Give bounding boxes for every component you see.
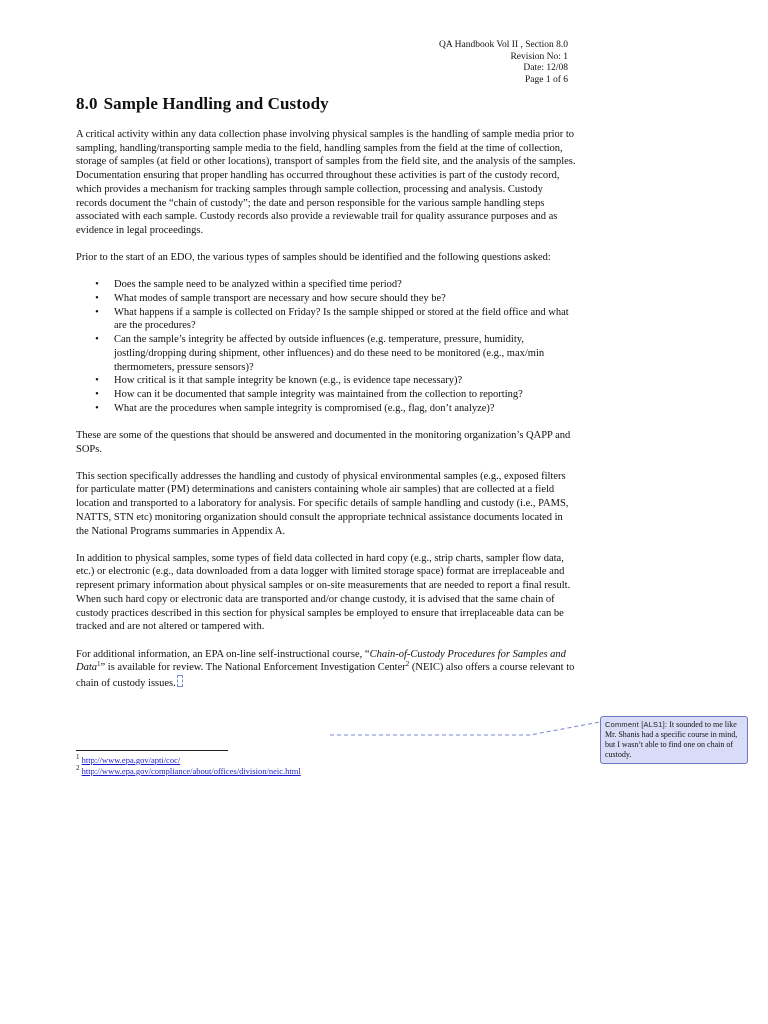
footnote-separator: [76, 750, 228, 751]
comment-text: It sounded to me like Mr. Shanis had a specific course in mind, but I wasn’t able to find one on chain of custody.: [605, 720, 738, 759]
bullet-icon: •: [95, 388, 99, 400]
section-title-text: Sample Handling and Custody: [103, 94, 329, 113]
footnote-link-1[interactable]: http://www.epa.gov/apti/coc/: [81, 755, 181, 765]
header-page-number: Page 1 of 6: [524, 74, 568, 85]
bullet-icon: •: [95, 334, 99, 346]
section-number: 8.0: [76, 94, 98, 113]
bullet-icon: •: [95, 375, 99, 387]
bullet-icon: •: [95, 279, 99, 291]
comment-connector: [330, 718, 605, 738]
bullet-icon: •: [95, 293, 99, 305]
section-title: [76, 94, 329, 114]
footnote-ref-2[interactable]: 2: [405, 660, 410, 669]
header-date: Date: 12/08: [523, 63, 568, 73]
list-item: • Does the sample need to be analyzed within a specified time period?: [114, 278, 576, 292]
footnotes: [76, 755, 301, 777]
document-body: [76, 128, 576, 704]
footnote-ref-1[interactable]: 1: [97, 660, 101, 669]
bullet-icon: •: [95, 306, 99, 318]
footnote-2: $^2$ http://www.epa.gov/compliance/about/offices/division/neic.html: [76, 764, 301, 776]
question-list: [76, 278, 576, 415]
comment-anchor[interactable]: [177, 675, 183, 687]
list-item: • How critical is it that sample integrity be known (e.g., is evidence tape necessary)?: [114, 374, 576, 388]
paragraph-intro: A critical activity within any data collection phase involving physical samples is the handling of sample media prior to sampling, handling/transporting sample media to the field, handling samples from the field at the time of collection, storage of samples (at field or other locations), transport of samples from the field site, and the analysis of the samples. Documentation ensuring that proper handling has occurred throughout these activities is part of the custody record, which provides a mechanism for tracking samples through sample collection, processing and analysis. Custody records document the “chain of custody”; the date and person responsible for the various sample handling steps associated with each sample. Custody records also provide a reviewable trail for quality assurance purposes and as evidence in legal proceedings.: [76, 129, 576, 236]
paragraph-field-data: In addition to physical samples, some types of field data collected in hard copy (e.g., strip charts, sampler flow data, etc.) or electronic (e.g., data downloaded from a data logger with limited storage space) format are irreplaceable and represent primary information about physical samples or on-site measurements that are needed to report a final result. When such hard copy or electronic data are transported and/or change custody, it is advised that the same chain of custody practices described in this section for physical samples be employed to ensure that irreplaceable data can be tracked and are not altered or tampered with.: [76, 552, 571, 633]
list-item: • What modes of sample transport are necessary and how secure should they be?: [114, 292, 576, 306]
comment-balloon[interactable]: [600, 716, 748, 764]
list-item: • How can it be documented that sample integrity was maintained from the collection to reporting?: [114, 388, 576, 402]
paragraph-additional-info: For additional information, an EPA on-line self-instructional course, “Chain-of-Custody Procedures for Samples and Data$^1$” is available for review. The National Enforcement Investigation Center$^2$ (NEIC) also offers a course relevant to chain of custody issues.: [76, 648, 575, 689]
paragraph-scope: This section specifically addresses the handling and custody of physical environmental samples (e.g., exposed filters for particulate matter (PM) determinations and canisters containing whole air samples) that are collected at a field location and transported to a laboratory for analysis. For specific details of sample handling and custody (i.e., PAMS, NATTS, STN etc) monitoring organization should consult the appropriate technical assistance documents located in the National Programs summaries in Appendix A.: [76, 470, 569, 537]
bullet-icon: •: [95, 402, 99, 414]
list-item: • What are the procedures when sample integrity is compromised (e.g., flag, don’t analyze)?: [114, 402, 576, 416]
footnote-link-2[interactable]: http://www.epa.gov/compliance/about/offices/division/neic.html: [81, 766, 301, 776]
page-header: [439, 40, 568, 86]
paragraph-questions-intro: Prior to the start of an EDO, the various types of samples should be identified and the following questions asked:: [76, 252, 551, 264]
footnote-1: $^1$ http://www.epa.gov/apti/coc/: [76, 753, 181, 765]
list-item: • Can the sample’s integrity be affected by outside influences (e.g. temperature, pressure, humidity, jostling/dropping during shipment, other influences) and do these need to be monitored (e.g., max/min thermometers, pressure sensors)?: [114, 333, 576, 374]
paragraph-qapp: These are some of the questions that should be answered and documented in the monitoring organization’s QAPP and SOPs.: [76, 429, 571, 455]
course-title: Chain-of-Custody Procedures for Samples and Data: [76, 648, 566, 674]
list-item: • What happens if a sample is collected on Friday? Is the sample shipped or stored at the field office and what are the procedures?: [114, 306, 576, 333]
header-handbook: QA Handbook Vol II , Section 8.0: [439, 40, 568, 50]
header-revision: Revision No: 1: [510, 51, 568, 62]
comment-label: Comment [ALS1]:: [605, 720, 668, 729]
